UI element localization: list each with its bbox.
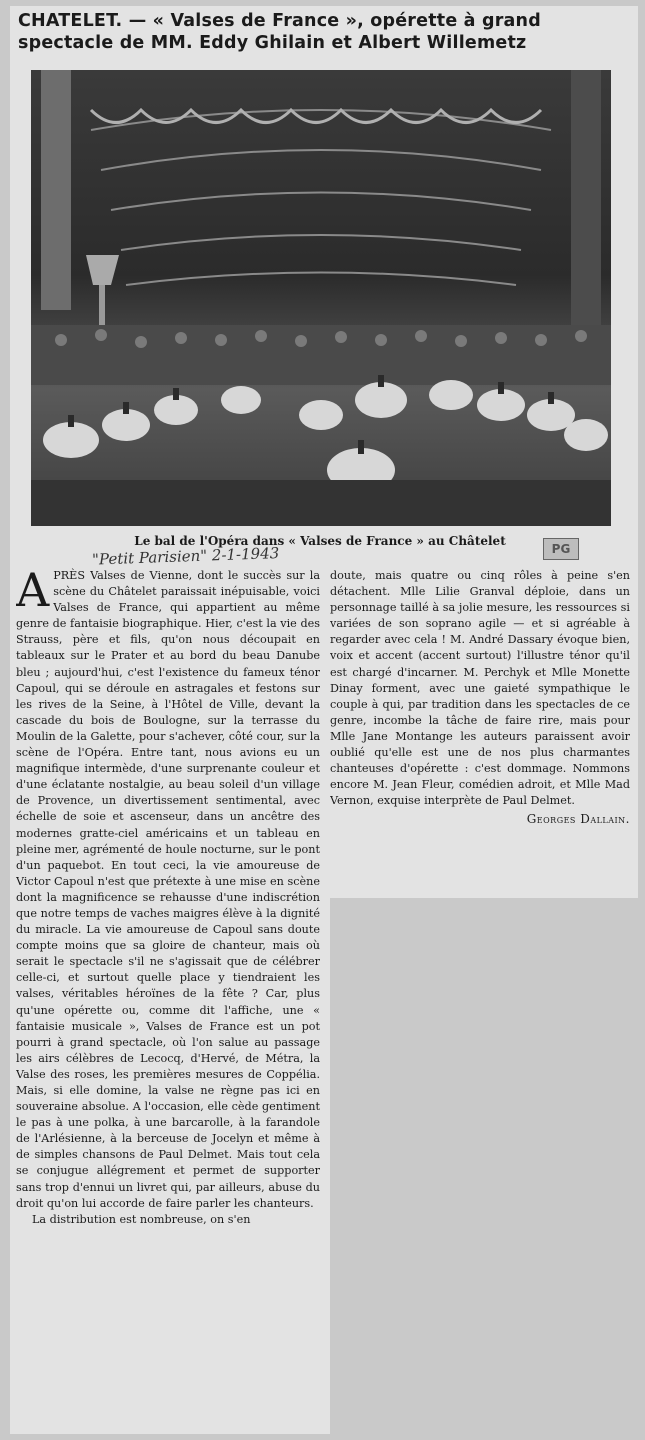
article-left-column <box>16 568 320 1426</box>
author-signature: Georges Dallain. <box>526 812 630 827</box>
archive-stamp: PG <box>543 538 579 560</box>
drop-cap: A <box>16 568 50 617</box>
article-right-text: doute, mais quatre ou cinq rôles à peine s'en détachent. Mlle Lilie Granval déploie, dans un personnage taillé à sa jolie mesure, les ressources si variées de son soprano agile — et si agréable à regarder avec cela ! M. André Dassary évoque bien, voix et accent (accent surtout) l'illustre ténor qu'il est chargé d'incarner. M. Perchyk et Mlle Monette Dinay forment, avec une gaieté sympathique le couple à qui, par tradition dans les spectacles de ce genre, incombe la tâche de faire rire, mais pour Mlle Jane Montange les auteurs paraissent avoir oublié qu'elle est une de nos plus charmantes chanteuses d'opérette : c'est dommage. Nommons encore M. Jean Fleur, comédien adroit, et Mlle Mad Vernon, exquise interprète de Paul Delmet. <box>330 569 630 808</box>
headline <box>18 10 630 54</box>
article-left-text: PRÈS Valses de Vienne, dont le succès sur la scène du Châtelet paraissait inépuisable, voici Valses de France, qui appartient au même genre de fantaisie biographique. Hier, c'est la vie des Strauss, père et fils, qu'on nous découpait en tableaux sur le Prater et au bord du beau Danube bleu ; aujourd'hui, c'est l'existence du fameux ténor Capoul, qui se déroule en astragales et festons sur les rives de la Seine, à l'Hôtel de Ville, devant la cascade du bois de Boulogne, sur la terrasse du Moulin de la Galette, pour s'achever, côté cour, sur la scène de l'Opéra. Entre tant, nous avions eu un magnifique intermède, d'une surprenante couleur et d'une éclatante nostalgie, au beau soleil d'un village de Provence, un divertissement sentimental, avec échelle de soie et ascenseur, dans un ancêtre des modernes gratte-ciel américains et un tableau en pleine mer, agrémenté de houle nocturne, sur le pont d'un paquebot. En tout ceci, la vie amoureuse de Victor Capoul n'est que prétexte à une mise en scène dont la magnificence se rehausse d'une indiscrétion que notre temps de vaches maigres élève à la dignité du miracle. La vie amoureuse de Capoul sans doute compte moins que sa gloire de chanteur, mais où serait le spectacle s'il ne s'agissait que de célébrer celle-ci, et surtout quelle place y tiendraient les valses, véritables héroïnes de la fête ? Car, plus qu'une opérette ou, comme dit l'affiche, une « fantaisie musicale », Valses de France est un pot pourri à grand spectacle, où l'on salue au passage les airs célèbres de Lecocq, d'Hervé, de Métra, la Valse des roses, les premières mesures de Coppélia. Mais, si elle domine, la valse ne règne pas ici en souveraine absolue. A l'occasion, elle cède gentiment le pas à une polka, à une barcarolle, à la farandole de l'Arlésienne, à la berceuse de Jocelyn et même à de simples chansons de Paul Delmet. Mais tout cela se conjugue allégrement et permet de supporter sans trop d'ennui un livret qui, par ailleurs, abuse du droit qu'on lui accorde de faire parler les chanteurs. <box>16 569 320 1210</box>
stage-photo <box>31 70 611 526</box>
article-paragraph-2: La distribution est nombreuse, on s'en <box>32 1212 251 1226</box>
photo-caption: Le bal de l'Opéra dans « Valses de France » au Châtelet <box>134 534 506 548</box>
handwritten-source-note: "Petit Parisien" 2-1-1943 <box>91 544 280 569</box>
article-paragraph-1 <box>16 568 320 1212</box>
headline-line-2: spectacle de MM. Eddy Ghilain et Albert Willemetz <box>18 33 527 53</box>
headline-line-1: CHATELET. — « Valses de France », opérette à grand <box>18 11 541 31</box>
article-right-column <box>330 568 630 888</box>
stage-photo-illustration <box>31 70 611 526</box>
